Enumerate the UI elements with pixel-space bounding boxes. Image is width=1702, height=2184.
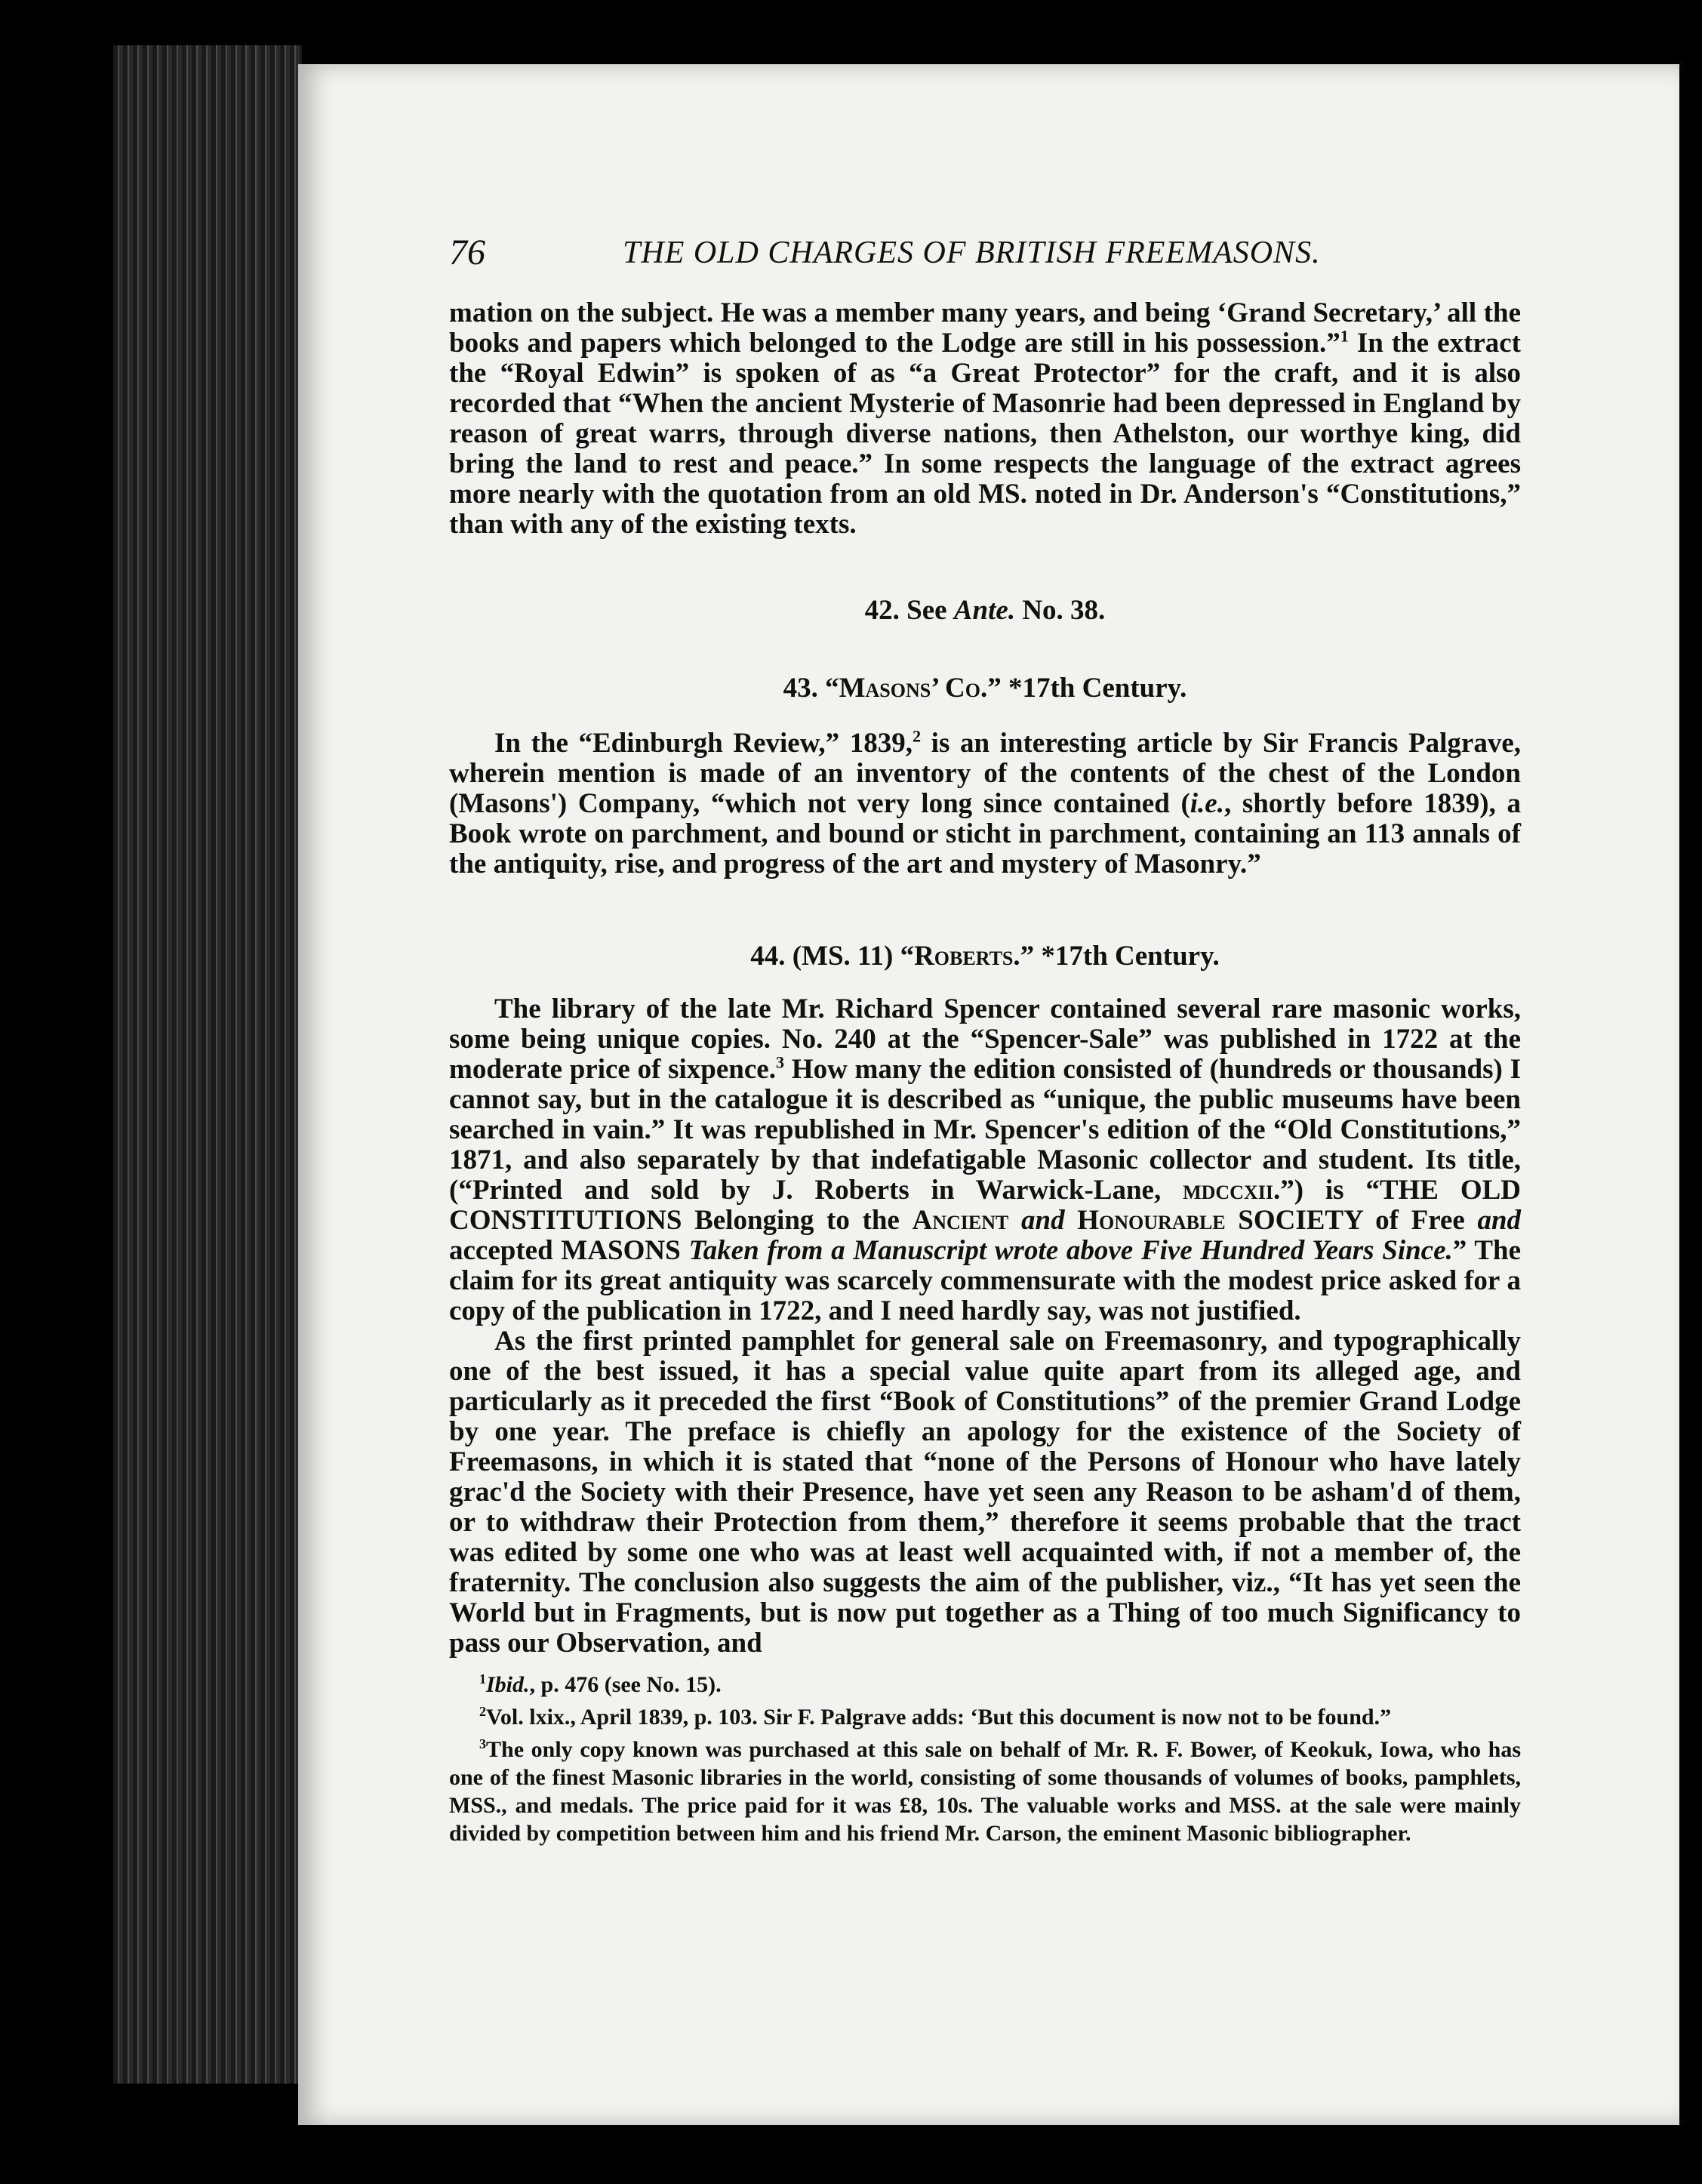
s44-p1-and1: and bbox=[1021, 1205, 1065, 1236]
s44-p1-e: accepted MASONS bbox=[449, 1235, 681, 1266]
footnote-ref-3: 3 bbox=[775, 1052, 785, 1072]
s44-p1-roman: mdccxii. bbox=[1183, 1175, 1281, 1206]
page-header bbox=[449, 232, 1521, 285]
footnote-1 bbox=[449, 1671, 1521, 1699]
footnote-3-mark: 3 bbox=[479, 1736, 486, 1751]
section-44-body bbox=[449, 994, 1521, 1659]
footnote-1-text: , p. 476 (see No. 15). bbox=[529, 1672, 722, 1697]
section-44-heading-pre: 44. (MS. 11) “ bbox=[750, 941, 915, 972]
s44-p1-italic-title: Taken from a Manuscript wrote above Five Hundred Years Since. bbox=[688, 1235, 1453, 1266]
footnote-3-text: The only copy known was purchased at this sale on behalf of Mr. R. F. Bower, of Keokuk, Iowa, who has one of the finest Masonic libraries in the world, consisting of some thousands of volumes of books, pamphlets, MSS., and medals. The price paid for it was £8, 10s. The valuable works and MSS. at the sale were mainly divided by competition between him and his friend Mr. Carson, the eminent Masonic bibliographer. bbox=[449, 1737, 1521, 1846]
s44-p1-a: The library of the late Mr. Richard Spencer contained several rare masonic works, some being unique copies. No. 240 at the “Spencer-Sale” was published in 1722 at the moderate price of sixpence. bbox=[449, 993, 1521, 1085]
s44-p1-ancient: Ancient bbox=[912, 1205, 1009, 1236]
s44-p1-and2: and bbox=[1477, 1205, 1522, 1236]
book-page-edges bbox=[113, 45, 302, 2084]
section-43-heading-post: ” *17th Century. bbox=[987, 673, 1187, 704]
footnote-ref-2: 2 bbox=[912, 726, 922, 746]
section-43-ie: i.e. bbox=[1190, 788, 1224, 819]
section-44-heading bbox=[449, 940, 1521, 972]
section-43-title: Masons’ Co. bbox=[839, 673, 988, 704]
footnote-2-text: Vol. lxix., April 1839, p. 103. Sir F. Palgrave adds: ‘But this document is now not to be found.” bbox=[486, 1705, 1392, 1730]
s44-p1-c: ”) is “THE OLD CONSTITUTIONS Belonging to the bbox=[449, 1175, 1521, 1236]
section-43-heading-pre: 43. “ bbox=[783, 673, 839, 704]
section-43-text-c: , shortly before 1839), a Book wrote on parchment, and bound or sticht in parchment, containing an 113 annals of the antiquity, rise, and progress of the art and mystery of Masonry.” bbox=[449, 788, 1521, 879]
section-42-rest: No. 38. bbox=[1022, 595, 1106, 626]
section-42-ante: Ante. bbox=[953, 595, 1016, 626]
section-44-heading-post: ” *17th Century. bbox=[1020, 941, 1220, 972]
section-44-paragraph-2: As the first printed pamphlet for general sale on Freemasonry, and typographically one of the best issued, it has a special value quite apart from its alleged age, and particularly as it preceded the first “Book of Constitutions” of the premier Grand Lodge by one year. The preface is chiefly an apology for the existence of the Society of Freemasons, in which it is stated that “none of the Persons of Honour who have lately grac'd the Society with their Presence, have yet seen any Reason to be asham'd of them, or to withdraw their Protection from them,” therefore it seems probable that the tract was edited by some one who was at least well acquainted with, if not a member of, the fraternity. The conclusion also suggests the aim of the publisher, viz., “It has yet seen the World but in Fragments, but is now put together as a Thing of too much Significancy to pass our Observation, and bbox=[449, 1326, 1521, 1659]
footnote-ref-1: 1 bbox=[1340, 326, 1349, 346]
book-page bbox=[298, 64, 1679, 2125]
section-43-text-b: is an interesting article by Sir Francis Palgrave, wherein mention is made of an inventory of the contents of the chest of the London (Masons') Company, “which not very long since contained ( bbox=[449, 728, 1521, 819]
intro-text-a: mation on the subject. He was a member many years, and being ‘Grand Secretary,’ all the books and papers which belonged to the Lodge are still in his possession.” bbox=[449, 297, 1521, 359]
s44-p1-d: SOCIETY of Free bbox=[1238, 1205, 1465, 1236]
section-42-num: 42. See bbox=[864, 595, 947, 626]
running-head: THE OLD CHARGES OF BRITISH FREEMASONS. bbox=[623, 236, 1321, 270]
section-44-paragraph-1 bbox=[449, 994, 1521, 1326]
s44-p1-b: How many the edition consisted of (hundreds or thousands) I cannot say, but in the catalogue it is described as “unique, the public museums have been searched in vain.” It was republished in Mr. Spencer's edition of the “Old Constitutions,” 1871, and also separately by that indefatigable Masonic collector and student. Its title, (“Printed and sold by J. Roberts in Warwick-Lane, bbox=[449, 1054, 1521, 1206]
footnote-2-mark: 2 bbox=[479, 1704, 486, 1719]
s44-p1-f: ” The claim for its great antiquity was scarcely commensurate with the modest price asked for a copy of the publication in 1722, and I need hardly say, was not justified. bbox=[449, 1235, 1522, 1326]
section-42-heading bbox=[449, 594, 1521, 627]
section-43-heading bbox=[449, 672, 1521, 704]
footnotes bbox=[449, 1671, 1521, 1852]
footnote-3 bbox=[449, 1736, 1521, 1847]
page-number: 76 bbox=[449, 233, 485, 273]
intro-paragraph bbox=[449, 298, 1521, 540]
s44-p1-honourable: Honourable bbox=[1077, 1205, 1226, 1236]
footnote-1-ibid: Ibid. bbox=[486, 1672, 530, 1697]
footnote-1-mark: 1 bbox=[479, 1671, 486, 1687]
section-43-text-a: In the “Edinburgh Review,” 1839, bbox=[494, 728, 913, 759]
intro-text-b: In the extract the “Royal Edwin” is spoken of as “a Great Protector” for the craft, and it is also recorded that “When the ancient Mysterie of Masonrie had been depressed in England by reason of great warrs, through diverse nations, then Athelston, our worthye king, did bring the land to rest and peace.” In some respects the language of the extract agrees more nearly with the quotation from an old MS. noted in Dr. Anderson's “Constitutions,” than with any of the existing texts. bbox=[449, 328, 1521, 540]
footnote-2 bbox=[449, 1703, 1521, 1731]
section-44-title: Roberts. bbox=[914, 941, 1020, 972]
section-43-paragraph bbox=[449, 726, 1521, 879]
